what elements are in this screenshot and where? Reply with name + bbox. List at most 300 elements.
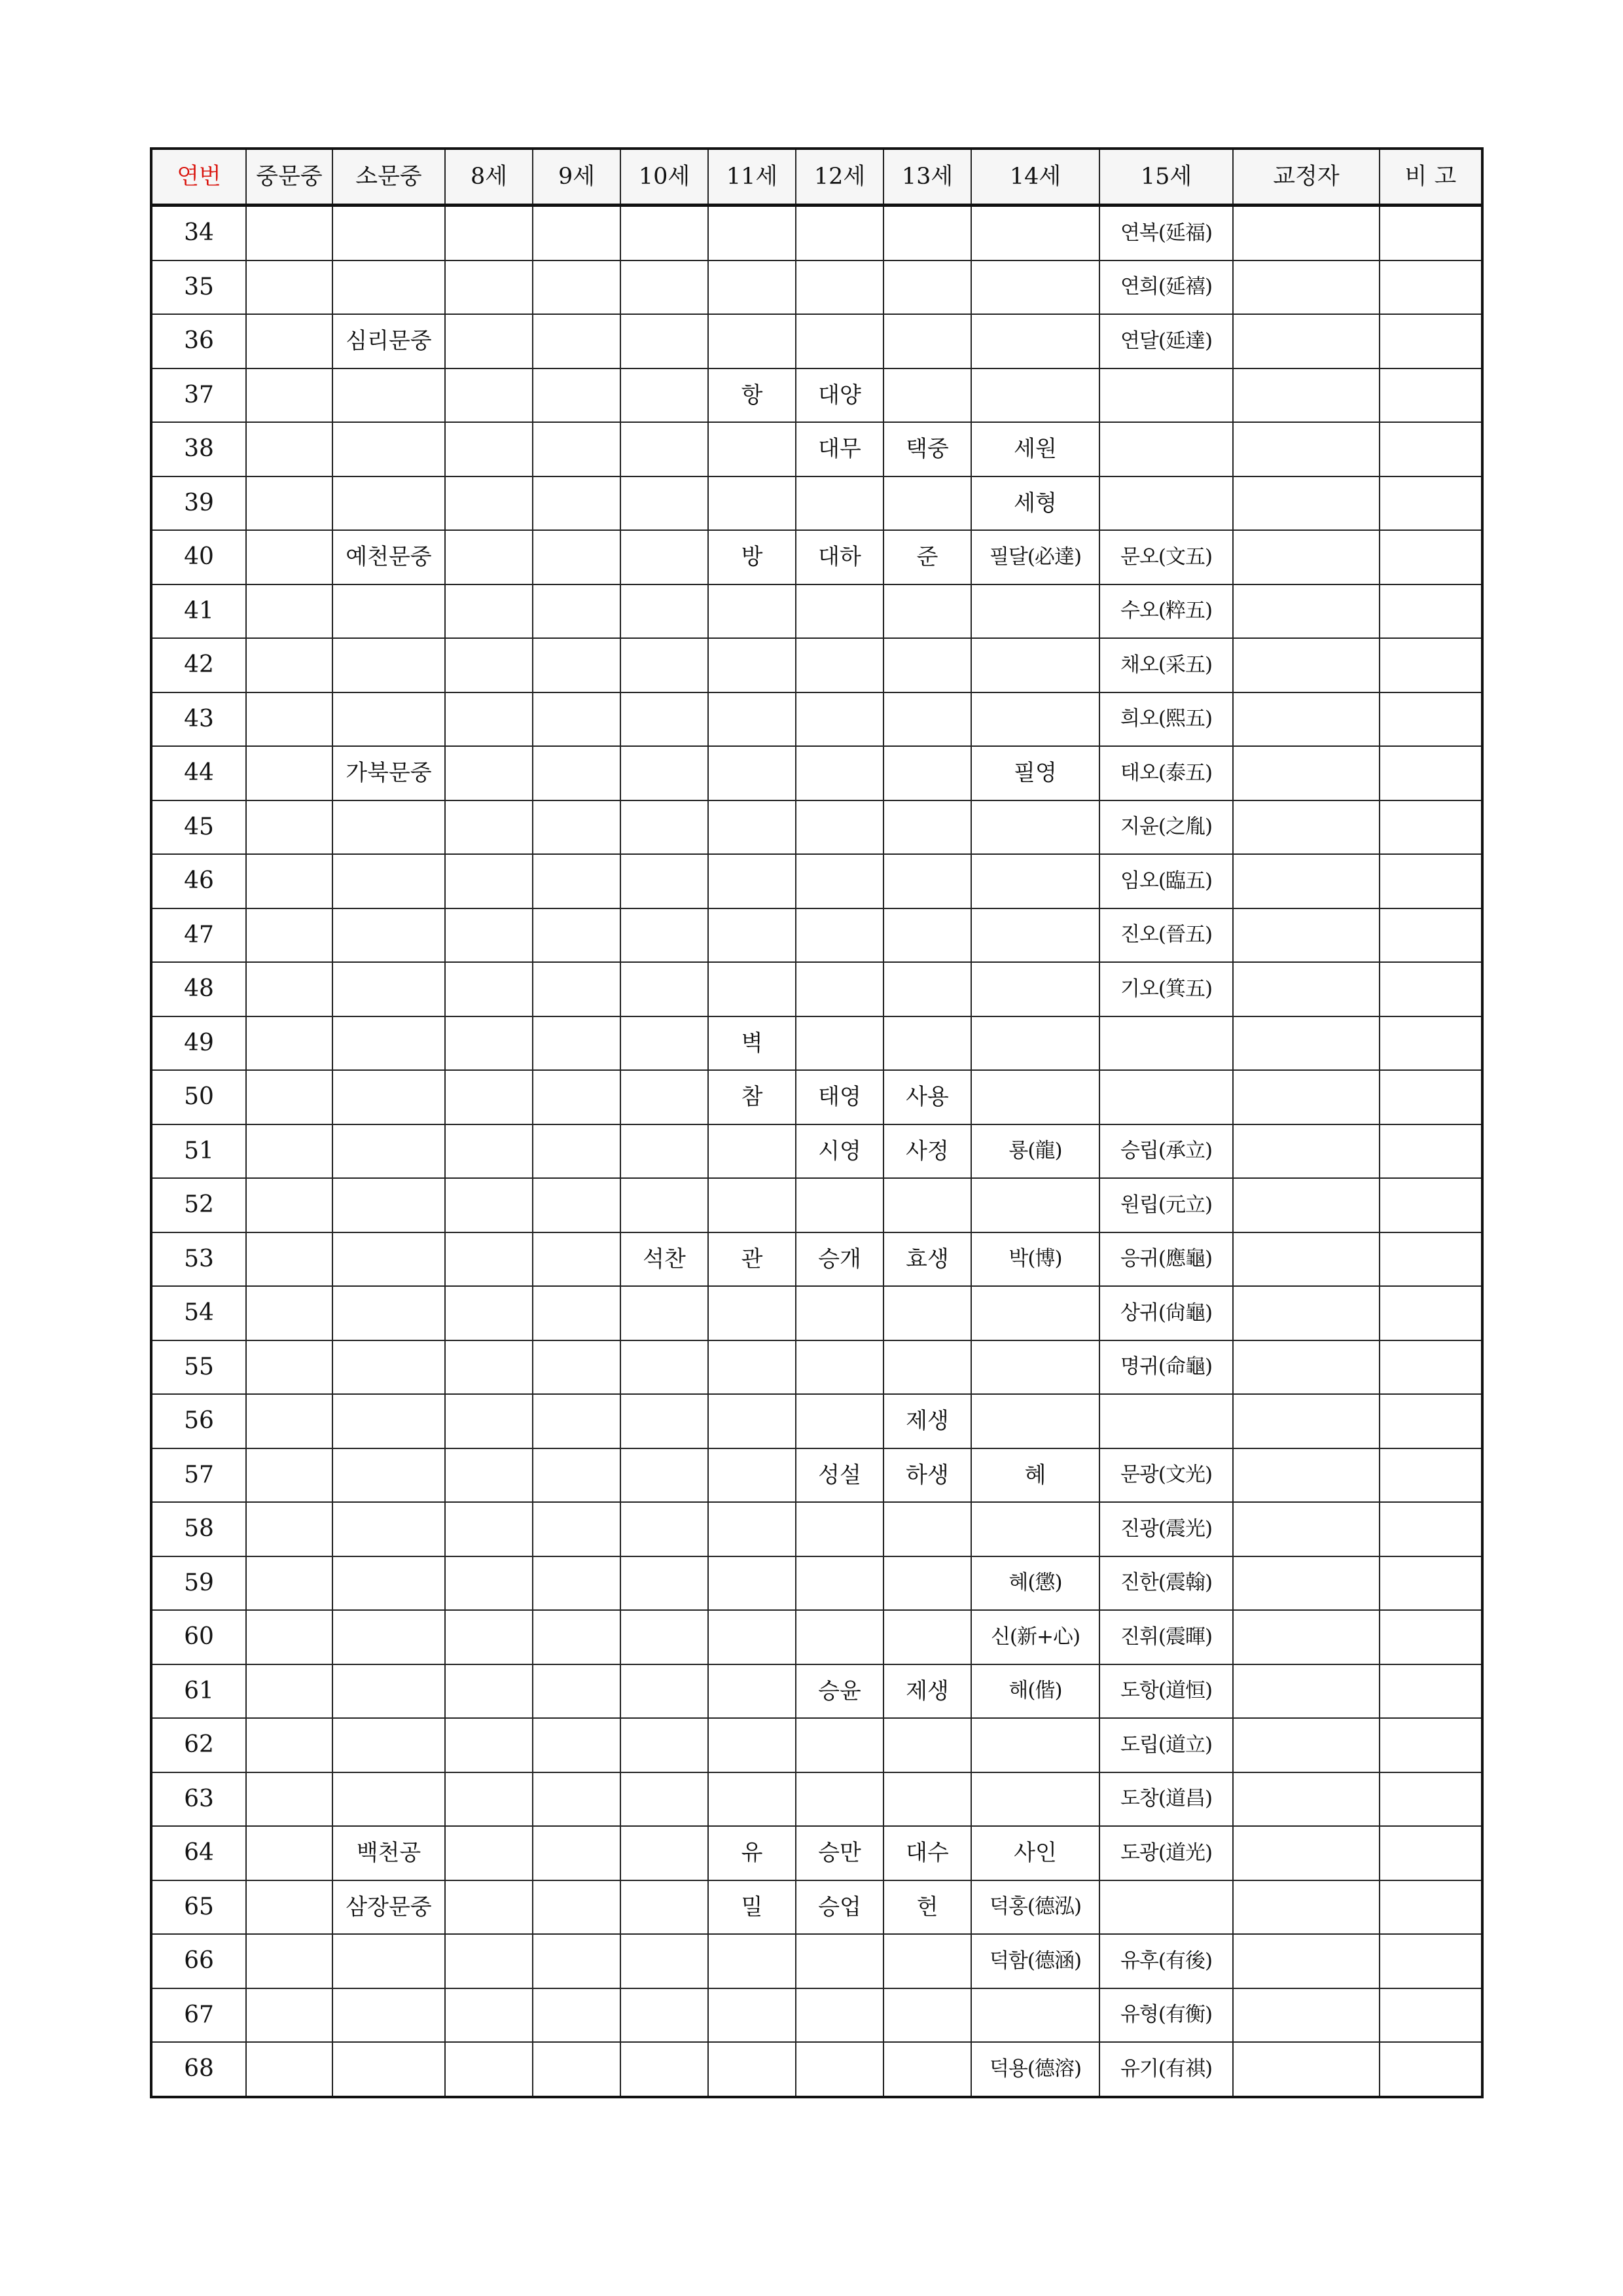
cell-mid-clan bbox=[246, 1718, 332, 1772]
cell-sub-clan bbox=[332, 1772, 445, 1827]
table-row bbox=[151, 1718, 1482, 1772]
cell-gen-10 bbox=[620, 1718, 708, 1772]
cell-editor bbox=[1233, 1718, 1380, 1772]
cell-gen-11 bbox=[708, 314, 796, 368]
cell-mid-clan bbox=[246, 962, 332, 1016]
cell-sub-clan: 삼장문중 bbox=[332, 1880, 445, 1935]
cell-gen-10 bbox=[620, 1502, 708, 1556]
cell-editor bbox=[1233, 368, 1380, 423]
cell-gen-12: 승만 bbox=[796, 1826, 883, 1880]
cell-sub-clan bbox=[332, 854, 445, 908]
cell-editor bbox=[1233, 1124, 1380, 1179]
cell-mid-clan bbox=[246, 1664, 332, 1719]
cell-editor bbox=[1233, 530, 1380, 584]
header-row bbox=[151, 149, 1482, 206]
cell-gen-11 bbox=[708, 1610, 796, 1664]
cell-serial: 68 bbox=[151, 2042, 246, 2097]
cell-gen-13: 사정 bbox=[883, 1124, 971, 1179]
cell-remarks bbox=[1380, 1880, 1482, 1935]
cell-sub-clan bbox=[332, 1934, 445, 1988]
header-gen-8: 8세 bbox=[445, 149, 533, 206]
cell-gen-15: 승립(承立) bbox=[1099, 1124, 1233, 1179]
cell-editor bbox=[1233, 1286, 1380, 1340]
cell-gen-8 bbox=[445, 584, 533, 639]
cell-editor bbox=[1233, 1664, 1380, 1719]
cell-gen-9 bbox=[533, 1394, 620, 1448]
cell-gen-13: 준 bbox=[883, 530, 971, 584]
cell-gen-12 bbox=[796, 638, 883, 692]
cell-gen-14: 혜 bbox=[971, 1448, 1099, 1503]
cell-gen-10 bbox=[620, 422, 708, 476]
table-row bbox=[151, 1394, 1482, 1448]
cell-gen-13 bbox=[883, 1556, 971, 1611]
cell-gen-8 bbox=[445, 1880, 533, 1935]
cell-remarks bbox=[1380, 584, 1482, 639]
cell-mid-clan bbox=[246, 1772, 332, 1827]
cell-gen-14 bbox=[971, 800, 1099, 855]
cell-mid-clan bbox=[246, 1232, 332, 1287]
cell-gen-8 bbox=[445, 422, 533, 476]
cell-gen-10 bbox=[620, 2042, 708, 2097]
cell-gen-15 bbox=[1099, 368, 1233, 423]
cell-gen-14 bbox=[971, 584, 1099, 639]
cell-gen-14: 해(偕) bbox=[971, 1664, 1099, 1719]
cell-serial: 38 bbox=[151, 422, 246, 476]
cell-gen-10 bbox=[620, 638, 708, 692]
cell-gen-10 bbox=[620, 1070, 708, 1124]
cell-gen-13 bbox=[883, 746, 971, 800]
cell-gen-10 bbox=[620, 1664, 708, 1719]
cell-gen-14 bbox=[971, 206, 1099, 260]
cell-gen-12 bbox=[796, 206, 883, 260]
cell-gen-9 bbox=[533, 1772, 620, 1827]
cell-serial: 58 bbox=[151, 1502, 246, 1556]
cell-gen-14 bbox=[971, 1070, 1099, 1124]
cell-gen-12: 대양 bbox=[796, 368, 883, 423]
cell-remarks bbox=[1380, 692, 1482, 747]
cell-gen-14: 세원 bbox=[971, 422, 1099, 476]
cell-remarks bbox=[1380, 638, 1482, 692]
cell-gen-8 bbox=[445, 854, 533, 908]
cell-gen-10 bbox=[620, 1934, 708, 1988]
cell-editor bbox=[1233, 854, 1380, 908]
cell-remarks bbox=[1380, 1016, 1482, 1071]
table-row bbox=[151, 1934, 1482, 1988]
cell-editor bbox=[1233, 476, 1380, 531]
cell-sub-clan bbox=[332, 908, 445, 963]
cell-sub-clan bbox=[332, 1016, 445, 1071]
cell-remarks bbox=[1380, 422, 1482, 476]
cell-gen-11: 방 bbox=[708, 530, 796, 584]
cell-gen-10 bbox=[620, 1340, 708, 1395]
cell-gen-11 bbox=[708, 908, 796, 963]
cell-serial: 59 bbox=[151, 1556, 246, 1611]
table-row bbox=[151, 1286, 1482, 1340]
cell-gen-14 bbox=[971, 314, 1099, 368]
cell-editor bbox=[1233, 1988, 1380, 2043]
cell-gen-10 bbox=[620, 1286, 708, 1340]
cell-mid-clan bbox=[246, 314, 332, 368]
cell-remarks bbox=[1380, 314, 1482, 368]
cell-gen-14 bbox=[971, 1718, 1099, 1772]
table-row bbox=[151, 1340, 1482, 1395]
table-row bbox=[151, 1664, 1482, 1719]
cell-gen-12 bbox=[796, 962, 883, 1016]
cell-sub-clan bbox=[332, 260, 445, 315]
cell-gen-9 bbox=[533, 1826, 620, 1880]
cell-gen-14 bbox=[971, 368, 1099, 423]
header-mid-clan: 중문중 bbox=[246, 149, 332, 206]
cell-sub-clan: 예천문중 bbox=[332, 530, 445, 584]
cell-mid-clan bbox=[246, 206, 332, 260]
cell-gen-13 bbox=[883, 854, 971, 908]
cell-gen-14: 덕함(德涵) bbox=[971, 1934, 1099, 1988]
cell-gen-11 bbox=[708, 1394, 796, 1448]
cell-remarks bbox=[1380, 1610, 1482, 1664]
cell-sub-clan: 가북문중 bbox=[332, 746, 445, 800]
cell-gen-10 bbox=[620, 692, 708, 747]
cell-gen-14 bbox=[971, 1286, 1099, 1340]
cell-sub-clan bbox=[332, 800, 445, 855]
cell-mid-clan bbox=[246, 1448, 332, 1503]
cell-gen-12 bbox=[796, 1502, 883, 1556]
cell-gen-10 bbox=[620, 854, 708, 908]
cell-gen-15 bbox=[1099, 476, 1233, 531]
cell-gen-15: 유후(有後) bbox=[1099, 1934, 1233, 1988]
cell-gen-15: 유기(有祺) bbox=[1099, 2042, 1233, 2097]
cell-gen-9 bbox=[533, 1340, 620, 1395]
cell-gen-9 bbox=[533, 1610, 620, 1664]
cell-serial: 51 bbox=[151, 1124, 246, 1179]
cell-gen-15: 도창(道昌) bbox=[1099, 1772, 1233, 1827]
cell-gen-9 bbox=[533, 1880, 620, 1935]
cell-gen-15: 기오(箕五) bbox=[1099, 962, 1233, 1016]
cell-gen-15: 임오(臨五) bbox=[1099, 854, 1233, 908]
cell-serial: 47 bbox=[151, 908, 246, 963]
cell-gen-13 bbox=[883, 1988, 971, 2043]
cell-gen-11 bbox=[708, 206, 796, 260]
header-gen-15: 15세 bbox=[1099, 149, 1233, 206]
table-row bbox=[151, 1610, 1482, 1664]
cell-sub-clan bbox=[332, 422, 445, 476]
cell-gen-8 bbox=[445, 746, 533, 800]
cell-gen-13 bbox=[883, 1772, 971, 1827]
cell-remarks bbox=[1380, 1718, 1482, 1772]
cell-gen-8 bbox=[445, 1232, 533, 1287]
cell-gen-15 bbox=[1099, 1394, 1233, 1448]
cell-sub-clan bbox=[332, 638, 445, 692]
cell-mid-clan bbox=[246, 530, 332, 584]
cell-sub-clan bbox=[332, 1232, 445, 1287]
cell-mid-clan bbox=[246, 260, 332, 315]
header-gen-13: 13세 bbox=[883, 149, 971, 206]
cell-serial: 55 bbox=[151, 1340, 246, 1395]
cell-editor bbox=[1233, 1016, 1380, 1071]
cell-sub-clan bbox=[332, 1502, 445, 1556]
cell-sub-clan: 백천공 bbox=[332, 1826, 445, 1880]
cell-serial: 45 bbox=[151, 800, 246, 855]
cell-gen-8 bbox=[445, 260, 533, 315]
cell-gen-12 bbox=[796, 1340, 883, 1395]
cell-gen-13: 택중 bbox=[883, 422, 971, 476]
cell-mid-clan bbox=[246, 638, 332, 692]
header-sub-clan: 소문중 bbox=[332, 149, 445, 206]
cell-gen-13 bbox=[883, 1610, 971, 1664]
cell-gen-9 bbox=[533, 1178, 620, 1232]
cell-gen-9 bbox=[533, 746, 620, 800]
cell-sub-clan bbox=[332, 1070, 445, 1124]
cell-gen-14: 박(博) bbox=[971, 1232, 1099, 1287]
cell-remarks bbox=[1380, 368, 1482, 423]
cell-gen-15: 명귀(命龜) bbox=[1099, 1340, 1233, 1395]
cell-mid-clan bbox=[246, 422, 332, 476]
cell-remarks bbox=[1380, 1934, 1482, 1988]
cell-gen-11 bbox=[708, 1556, 796, 1611]
cell-sub-clan bbox=[332, 1664, 445, 1719]
cell-gen-12 bbox=[796, 476, 883, 531]
cell-gen-10 bbox=[620, 800, 708, 855]
cell-gen-12 bbox=[796, 584, 883, 639]
header-gen-12: 12세 bbox=[796, 149, 883, 206]
cell-gen-12: 승개 bbox=[796, 1232, 883, 1287]
cell-gen-15: 상귀(尙龜) bbox=[1099, 1286, 1233, 1340]
cell-gen-8 bbox=[445, 1340, 533, 1395]
cell-mid-clan bbox=[246, 584, 332, 639]
table-row bbox=[151, 206, 1482, 260]
cell-gen-12 bbox=[796, 1178, 883, 1232]
cell-gen-11 bbox=[708, 422, 796, 476]
cell-gen-15: 희오(熙五) bbox=[1099, 692, 1233, 747]
cell-remarks bbox=[1380, 1826, 1482, 1880]
cell-serial: 43 bbox=[151, 692, 246, 747]
cell-serial: 61 bbox=[151, 1664, 246, 1719]
cell-gen-12: 대하 bbox=[796, 530, 883, 584]
cell-editor bbox=[1233, 1556, 1380, 1611]
cell-gen-9 bbox=[533, 1988, 620, 2043]
cell-gen-8 bbox=[445, 1286, 533, 1340]
cell-gen-12 bbox=[796, 1394, 883, 1448]
cell-editor bbox=[1233, 422, 1380, 476]
cell-remarks bbox=[1380, 800, 1482, 855]
cell-gen-13 bbox=[883, 206, 971, 260]
cell-gen-10 bbox=[620, 962, 708, 1016]
cell-gen-15 bbox=[1099, 1880, 1233, 1935]
cell-gen-14 bbox=[971, 962, 1099, 1016]
cell-gen-12: 승윤 bbox=[796, 1664, 883, 1719]
cell-gen-11 bbox=[708, 584, 796, 639]
cell-gen-11: 벽 bbox=[708, 1016, 796, 1071]
cell-serial: 66 bbox=[151, 1934, 246, 1988]
cell-gen-15: 응귀(應龜) bbox=[1099, 1232, 1233, 1287]
cell-gen-12 bbox=[796, 314, 883, 368]
header-editor: 교정자 bbox=[1233, 149, 1380, 206]
cell-gen-11 bbox=[708, 1502, 796, 1556]
cell-gen-12: 성설 bbox=[796, 1448, 883, 1503]
cell-gen-9 bbox=[533, 1448, 620, 1503]
cell-editor bbox=[1233, 746, 1380, 800]
cell-gen-9 bbox=[533, 530, 620, 584]
cell-gen-8 bbox=[445, 2042, 533, 2097]
cell-editor bbox=[1233, 1448, 1380, 1503]
cell-gen-10 bbox=[620, 1178, 708, 1232]
cell-mid-clan bbox=[246, 1286, 332, 1340]
cell-gen-10 bbox=[620, 1880, 708, 1935]
cell-gen-10 bbox=[620, 368, 708, 423]
table-row bbox=[151, 1178, 1482, 1232]
cell-gen-10 bbox=[620, 476, 708, 531]
cell-gen-8 bbox=[445, 1610, 533, 1664]
cell-sub-clan bbox=[332, 1394, 445, 1448]
cell-serial: 34 bbox=[151, 206, 246, 260]
cell-gen-11: 항 bbox=[708, 368, 796, 423]
cell-remarks bbox=[1380, 260, 1482, 315]
cell-gen-15: 지윤(之胤) bbox=[1099, 800, 1233, 855]
cell-gen-13: 제생 bbox=[883, 1664, 971, 1719]
cell-editor bbox=[1233, 962, 1380, 1016]
table-row bbox=[151, 368, 1482, 423]
cell-gen-11 bbox=[708, 854, 796, 908]
cell-remarks bbox=[1380, 1340, 1482, 1395]
cell-sub-clan bbox=[332, 1124, 445, 1179]
cell-sub-clan bbox=[332, 1556, 445, 1611]
cell-gen-10 bbox=[620, 530, 708, 584]
cell-remarks bbox=[1380, 1394, 1482, 1448]
cell-serial: 65 bbox=[151, 1880, 246, 1935]
cell-gen-11 bbox=[708, 1178, 796, 1232]
cell-mid-clan bbox=[246, 1016, 332, 1071]
cell-gen-13 bbox=[883, 1502, 971, 1556]
table-row bbox=[151, 1988, 1482, 2043]
cell-gen-8 bbox=[445, 1718, 533, 1772]
cell-mid-clan bbox=[246, 1880, 332, 1935]
cell-gen-9 bbox=[533, 314, 620, 368]
cell-mid-clan bbox=[246, 1934, 332, 1988]
cell-gen-13 bbox=[883, 1178, 971, 1232]
cell-gen-13: 대수 bbox=[883, 1826, 971, 1880]
cell-gen-12: 승업 bbox=[796, 1880, 883, 1935]
cell-gen-12 bbox=[796, 746, 883, 800]
cell-mid-clan bbox=[246, 800, 332, 855]
cell-gen-15: 연복(延福) bbox=[1099, 206, 1233, 260]
cell-gen-9 bbox=[533, 206, 620, 260]
cell-gen-11 bbox=[708, 1934, 796, 1988]
cell-gen-12 bbox=[796, 1286, 883, 1340]
cell-gen-9 bbox=[533, 368, 620, 423]
cell-serial: 41 bbox=[151, 584, 246, 639]
cell-gen-13 bbox=[883, 2042, 971, 2097]
cell-gen-11 bbox=[708, 260, 796, 315]
cell-gen-13 bbox=[883, 1934, 971, 1988]
cell-gen-9 bbox=[533, 962, 620, 1016]
cell-gen-12 bbox=[796, 1718, 883, 1772]
cell-sub-clan bbox=[332, 692, 445, 747]
cell-gen-8 bbox=[445, 1934, 533, 1988]
cell-gen-10 bbox=[620, 1394, 708, 1448]
cell-gen-14 bbox=[971, 692, 1099, 747]
table-row bbox=[151, 800, 1482, 855]
cell-gen-14 bbox=[971, 854, 1099, 908]
cell-sub-clan bbox=[332, 1610, 445, 1664]
cell-gen-13: 효생 bbox=[883, 1232, 971, 1287]
cell-remarks bbox=[1380, 1556, 1482, 1611]
cell-gen-10 bbox=[620, 1556, 708, 1611]
table-row bbox=[151, 530, 1482, 584]
cell-gen-14: 필영 bbox=[971, 746, 1099, 800]
cell-remarks bbox=[1380, 1502, 1482, 1556]
cell-remarks bbox=[1380, 1988, 1482, 2043]
table-row bbox=[151, 746, 1482, 800]
cell-gen-8 bbox=[445, 1988, 533, 2043]
cell-gen-11: 유 bbox=[708, 1826, 796, 1880]
cell-gen-14 bbox=[971, 1502, 1099, 1556]
cell-gen-9 bbox=[533, 584, 620, 639]
cell-gen-12 bbox=[796, 1934, 883, 1988]
cell-sub-clan bbox=[332, 1718, 445, 1772]
cell-gen-11 bbox=[708, 1664, 796, 1719]
cell-gen-8 bbox=[445, 1394, 533, 1448]
table-row bbox=[151, 2042, 1482, 2097]
cell-serial: 63 bbox=[151, 1772, 246, 1827]
cell-gen-11 bbox=[708, 1448, 796, 1503]
cell-editor bbox=[1233, 1610, 1380, 1664]
cell-gen-9 bbox=[533, 908, 620, 963]
cell-mid-clan bbox=[246, 1124, 332, 1179]
cell-remarks bbox=[1380, 1070, 1482, 1124]
cell-gen-11 bbox=[708, 476, 796, 531]
cell-gen-14 bbox=[971, 908, 1099, 963]
cell-sub-clan bbox=[332, 476, 445, 531]
cell-gen-13 bbox=[883, 368, 971, 423]
cell-remarks bbox=[1380, 1124, 1482, 1179]
cell-gen-11 bbox=[708, 962, 796, 1016]
cell-gen-15: 원립(元立) bbox=[1099, 1178, 1233, 1232]
cell-gen-8 bbox=[445, 476, 533, 531]
cell-gen-8 bbox=[445, 638, 533, 692]
cell-gen-9 bbox=[533, 260, 620, 315]
cell-gen-14 bbox=[971, 1178, 1099, 1232]
cell-gen-8 bbox=[445, 206, 533, 260]
cell-gen-14: 혜(懲) bbox=[971, 1556, 1099, 1611]
cell-editor bbox=[1233, 2042, 1380, 2097]
cell-gen-13 bbox=[883, 908, 971, 963]
cell-gen-9 bbox=[533, 854, 620, 908]
cell-sub-clan bbox=[332, 584, 445, 639]
cell-gen-11: 밀 bbox=[708, 1880, 796, 1935]
cell-gen-9 bbox=[533, 638, 620, 692]
cell-gen-14 bbox=[971, 260, 1099, 315]
cell-gen-9 bbox=[533, 1124, 620, 1179]
cell-mid-clan bbox=[246, 368, 332, 423]
cell-gen-8 bbox=[445, 1826, 533, 1880]
table-row bbox=[151, 314, 1482, 368]
cell-sub-clan bbox=[332, 1286, 445, 1340]
cell-gen-12 bbox=[796, 1610, 883, 1664]
cell-serial: 40 bbox=[151, 530, 246, 584]
cell-mid-clan bbox=[246, 854, 332, 908]
cell-editor bbox=[1233, 1394, 1380, 1448]
cell-sub-clan: 심리문중 bbox=[332, 314, 445, 368]
cell-gen-8 bbox=[445, 1448, 533, 1503]
cell-gen-10 bbox=[620, 260, 708, 315]
cell-gen-12: 시영 bbox=[796, 1124, 883, 1179]
cell-gen-11 bbox=[708, 1124, 796, 1179]
cell-mid-clan bbox=[246, 1178, 332, 1232]
cell-editor bbox=[1233, 584, 1380, 639]
cell-gen-11 bbox=[708, 800, 796, 855]
cell-gen-12 bbox=[796, 692, 883, 747]
cell-gen-15 bbox=[1099, 422, 1233, 476]
table-row bbox=[151, 1772, 1482, 1827]
